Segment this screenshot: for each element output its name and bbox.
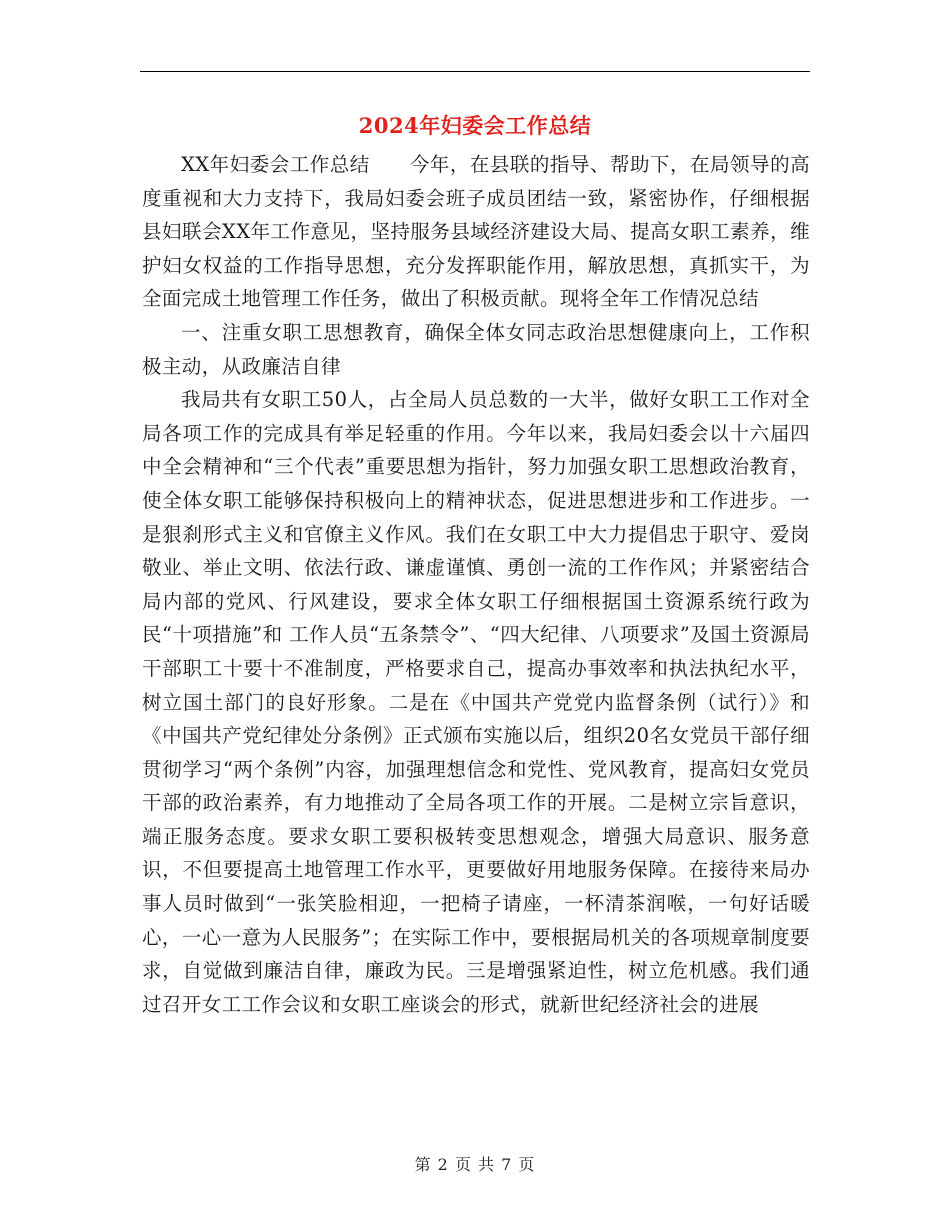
section-heading: 一、注重女职工思想教育，确保全体女同志政治思想健康向上，工作积极主动，从政廉洁自律 <box>142 320 810 378</box>
document-body <box>142 148 810 1021</box>
document-title: 2024年妇委会工作总结 <box>358 113 592 138</box>
header-rule <box>140 71 810 72</box>
intro-paragraph: XX年妇委会工作总结 今年，在县联的指导、帮助下，在局领导的高度重视和大力支持下，我局妇委会班子成员团结一致，紧密协作，仔细根据县妇联会XX年工作意见，坚持服务县域经济建设大局、提高女职工素养，维护妇女权益的工作指导思想，充分发挥职能作用，解放思想，真抓实干，为全面完成土地管理工作任务，做出了积极贡献。现将全年工作情况总结 <box>142 153 810 311</box>
body-paragraph: 我局共有女职工50人，占全局人员总数的一大半，做好女职工工作对全局各项工作的完成具有举足轻重的作用。今年以来，我局妇委会以十六届四中全会精神和“三个代表”重要思想为指针，努力加强女职工思想政治教育，使全体女职工能够保持积极向上的精神状态，促进思想进步和工作进步。一是狠刹形式主义和官僚主义作风。我们在女职工中大力提倡忠于职守、爱岗敬业、举止文明、依法行政、谦虚谨慎、勇创一流的工作作风；并紧密结合局内部的党风、行风建设，要求全体女职工仔细根据国土资源系统行政为民“十项措施”和 工作人员“五条禁令”、“四大纪律、八项要求”及国土资源局干部职工十要十不准制度，严格要求自己，提高办事效率和执法执纪水平，树立国土部门的良好形象。二是在《中国共产党党内监督条例（试行）》和《中国共产党纪律处分条例》正式颁布实施以后，组织20名女党员干部仔细贯彻学习“两个条例”内容，加强理想信念和党性、党风教育，提高妇女党员干部的政治素养，有力地推动了全局各项工作的开展。二是树立宗旨意识，端正服务态度。要求女职工要积极转变思想观念，增强大局意识、服务意识，不但要提高土地管理工作水平，更要做好用地服务保障。在接待来局办事人员时做到“一张笑脸相迎，一把椅子请座，一杯清茶润喉，一句好话暖心，一心一意为人民服务”；在实际工作中，要根据局机关的各项规章制度要求，自觉做到廉洁自律，廉政为民。三是增强紧迫性，树立危机感。我们通过召开女工工作会议和女职工座谈会的形式，就新世纪经济社会的进展 <box>142 388 810 1016</box>
page-number: 第 2 页 共 7 页 <box>414 1155 536 1174</box>
